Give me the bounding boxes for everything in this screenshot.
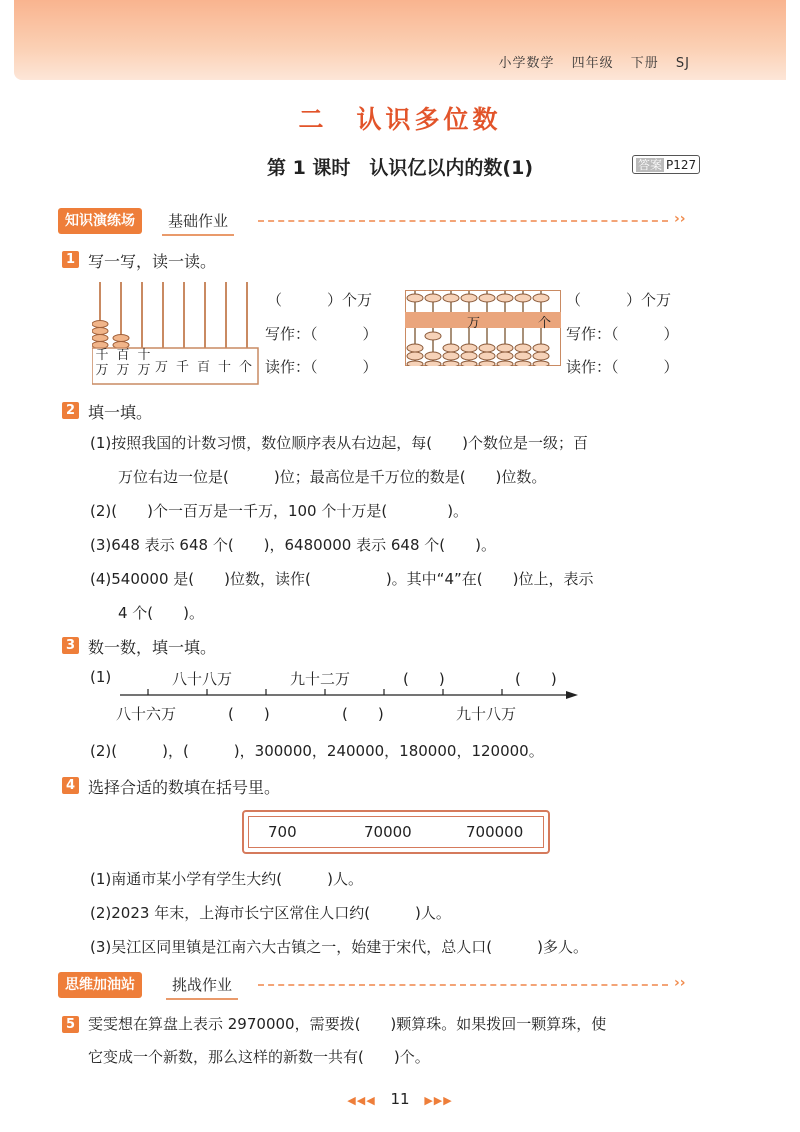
place-label: 千 万 xyxy=(95,348,109,378)
q4-line-1: (1)南通市某小学有学生大约( )人。 xyxy=(90,870,363,888)
page-number-footer xyxy=(0,1090,800,1108)
question-number: 2 xyxy=(62,402,79,419)
numline-top-label: ( ) xyxy=(403,670,445,688)
place-label: 十 万 xyxy=(137,348,151,378)
section-divider xyxy=(258,984,668,986)
place-label: 万 xyxy=(155,360,169,375)
section-subtitle: 基础作业 xyxy=(162,208,234,236)
book-edition: SJ xyxy=(675,56,690,71)
place-label: 十 xyxy=(218,360,232,375)
numline-bottom-label: 九十八万 xyxy=(456,705,517,723)
q2-line-6: 4 个( )。 xyxy=(118,604,205,622)
abacus-label-ge: 个 xyxy=(538,316,552,331)
question-text: 填一填。 xyxy=(88,403,153,422)
question-number: 4 xyxy=(62,777,79,794)
unit-title: 二 认识多位数 xyxy=(298,105,502,134)
q1-left-write: 写作：（ ） xyxy=(265,325,378,343)
options-box xyxy=(242,810,550,854)
question-number: 1 xyxy=(62,251,79,268)
q4-line-3: (3)吴江区同里镇是江南六大古镇之一，始建于宋代，总人口( )多人。 xyxy=(90,938,588,956)
q2-line-2: 万位右边一位是( )位；最高位是千万位的数是( )位数。 xyxy=(118,468,547,486)
book-grade: 四年级 xyxy=(571,56,614,71)
numline-top-label: ( ) xyxy=(515,670,557,688)
place-label: 百 万 xyxy=(116,348,130,378)
q5-line-2: 它变成一个新数，那么这样的新数一共有( )个。 xyxy=(88,1048,430,1066)
option-value: 700 xyxy=(268,823,297,841)
page-header-band xyxy=(14,0,786,80)
option-value: 70000 xyxy=(364,823,412,841)
right-arrows-icon: ▶▶▶ xyxy=(424,1094,453,1107)
numline-bottom-label: ( ) xyxy=(342,705,384,723)
section-basic-bar xyxy=(58,208,698,234)
q2-line-5: (4)540000 是( )位数，读作( )。其中“4”在( )位上，表示 xyxy=(90,570,594,588)
section-divider xyxy=(258,220,668,222)
question-text: 写一写，读一读。 xyxy=(88,252,217,271)
left-arrows-icon: ◀◀◀ xyxy=(347,1094,376,1107)
q3-part2: (2)( )，( )，300000，240000，180000，120000。 xyxy=(90,742,544,760)
section-tag: 思维加油站 xyxy=(58,972,142,998)
book-term: 下册 xyxy=(630,56,659,71)
answer-reference[interactable] xyxy=(632,155,700,174)
book-meta xyxy=(486,52,690,71)
lesson-title: 第 1 课时 认识亿以内的数(1) xyxy=(266,157,534,179)
abacus-label-wan: 万 xyxy=(467,316,481,331)
answer-page: P127 xyxy=(666,158,697,172)
q1-right-count: （ ）个万 xyxy=(566,291,672,309)
numline-bottom-label: 八十六万 xyxy=(116,705,177,723)
double-chevron-icon: ›› xyxy=(674,211,686,227)
numline-top-label: 九十二万 xyxy=(290,670,351,688)
section-tag: 知识演练场 xyxy=(58,208,142,234)
question-number: 3 xyxy=(62,637,79,654)
q4-line-2: (2)2023 年末，上海市长宁区常住人口约( )人。 xyxy=(90,904,451,922)
question-text: 选择合适的数填在括号里。 xyxy=(88,778,281,797)
q1-right-write: 写作：（ ） xyxy=(566,325,679,343)
answer-label: 答案 xyxy=(638,158,663,172)
place-label: 百 xyxy=(197,360,211,375)
question-number: 5 xyxy=(62,1016,79,1033)
q2-line-3: (2)( )个一百万是一千万，100 个十万是( )。 xyxy=(90,502,469,520)
q2-line-4: (3)648 表示 648 个( )，6480000 表示 648 个( )。 xyxy=(90,536,496,554)
place-label: 个 xyxy=(239,360,253,375)
option-value: 700000 xyxy=(466,823,524,841)
double-chevron-icon: ›› xyxy=(674,975,686,991)
numline-top-label: 八十八万 xyxy=(172,670,233,688)
place-label: 千 xyxy=(176,360,190,375)
q1-left-count: （ ）个万 xyxy=(267,291,373,309)
q5-line-1: 雯雯想在算盘上表示 2970000，需要拨( )颗算珠。如果拨回一颗算珠，使 xyxy=(88,1015,607,1033)
q2-line-1: (1)按照我国的计数习惯，数位顺序表从右边起，每( )个数位是一级；百 xyxy=(90,434,588,452)
page-number: 11 xyxy=(390,1090,410,1108)
q1-right-read: 读作：（ ） xyxy=(566,358,679,376)
q3-part1-label: (1) xyxy=(90,668,112,686)
section-subtitle: 挑战作业 xyxy=(166,972,238,1000)
question-text: 数一数，填一填。 xyxy=(88,638,217,657)
numline-bottom-label: ( ) xyxy=(228,705,270,723)
q1-left-read: 读作：（ ） xyxy=(265,358,378,376)
book-subject: 小学数学 xyxy=(498,56,555,71)
section-challenge-bar xyxy=(58,972,698,998)
